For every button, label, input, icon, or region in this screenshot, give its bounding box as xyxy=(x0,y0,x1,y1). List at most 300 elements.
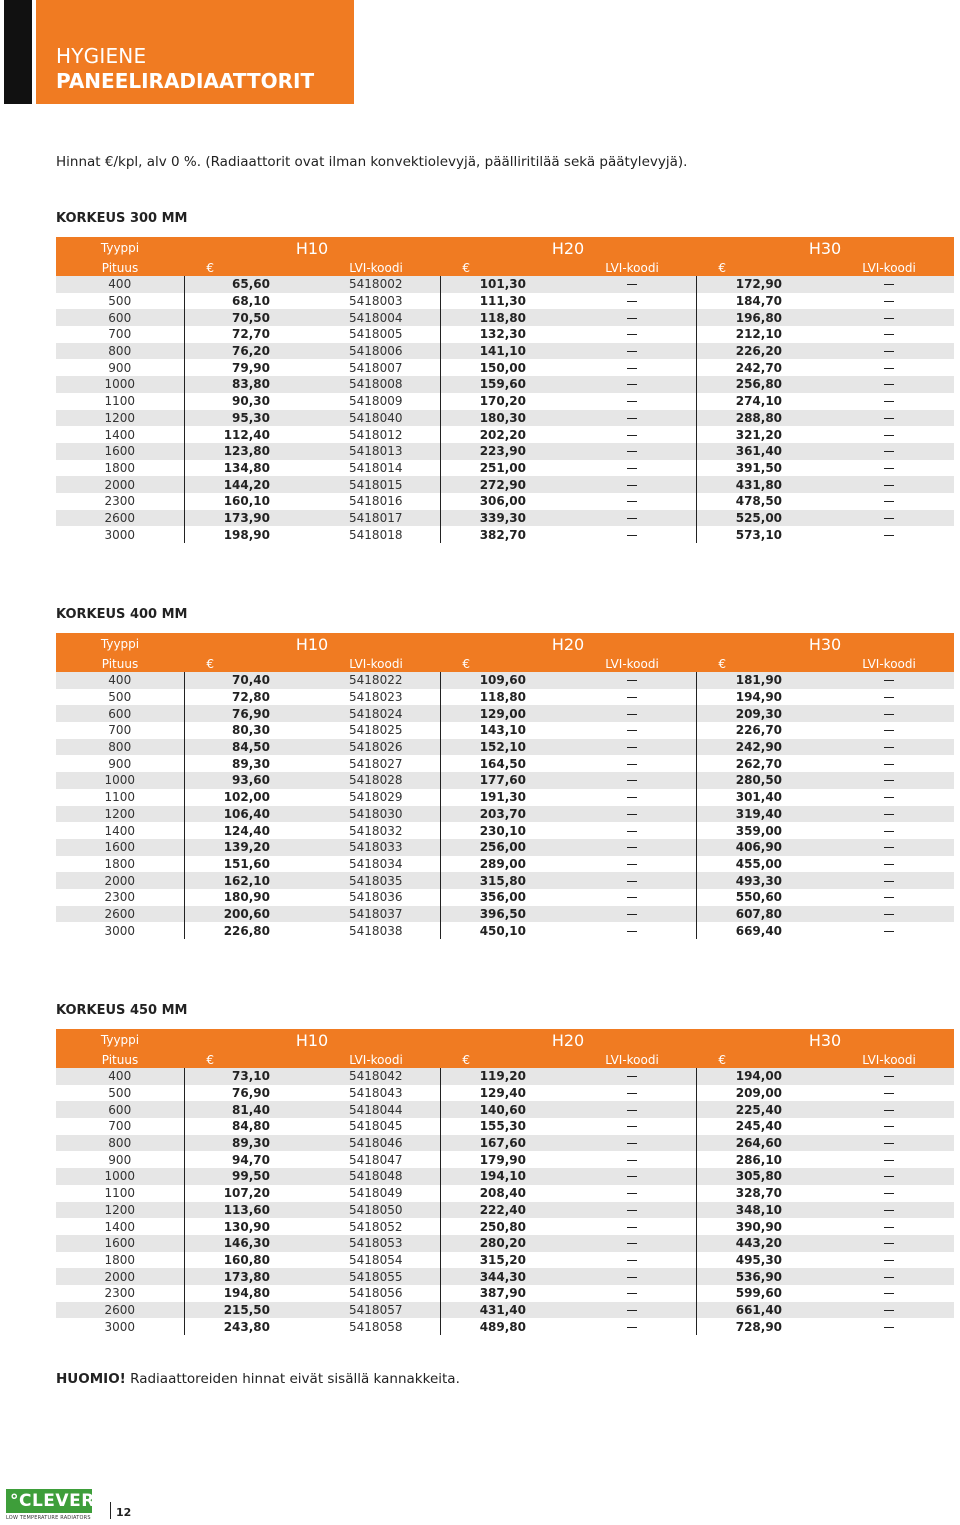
h20-price-cell: 251,00 xyxy=(440,460,568,477)
h30-price-cell: 242,70 xyxy=(696,359,824,376)
group-h30: H30 xyxy=(696,237,954,259)
lvi-code-label: LVI-koodi xyxy=(568,1051,696,1068)
h30-lvi-code-cell xyxy=(824,376,954,393)
table-row xyxy=(56,309,954,326)
h10-price-cell: 113,60 xyxy=(184,1202,312,1219)
h20-lvi-code-cell xyxy=(568,1252,696,1269)
dash-mark xyxy=(627,931,637,932)
h20-lvi-code-cell xyxy=(568,476,696,493)
h10-price-cell: 134,80 xyxy=(184,460,312,477)
dash-mark xyxy=(627,714,637,715)
table-row xyxy=(56,1085,954,1102)
dash-mark xyxy=(627,1160,637,1161)
h20-price-cell: 159,60 xyxy=(440,376,568,393)
dash-mark xyxy=(884,1093,894,1094)
table-row xyxy=(56,443,954,460)
h30-lvi-code-cell xyxy=(824,1302,954,1319)
h10-lvi-code-cell: 5418025 xyxy=(349,723,403,738)
h20-price-cell: 179,90 xyxy=(440,1151,568,1168)
h30-price-cell: 661,40 xyxy=(696,1302,824,1319)
h30-price-cell: 359,00 xyxy=(696,822,824,839)
page-number: 12 xyxy=(116,1506,132,1519)
length-cell: 400 xyxy=(56,1068,184,1085)
lvi-code-label: LVI-koodi xyxy=(568,259,696,276)
group-h10: H10 xyxy=(184,633,440,655)
length-cell: 2600 xyxy=(56,1302,184,1319)
h30-price-cell: 262,70 xyxy=(696,755,824,772)
dash-mark xyxy=(627,1260,637,1261)
h10-price-cell: 106,40 xyxy=(184,806,312,823)
h30-lvi-code-cell xyxy=(824,526,954,543)
type-header-row xyxy=(56,1029,954,1051)
length-cell: 3000 xyxy=(104,923,136,938)
h20-lvi-code-cell xyxy=(568,739,696,756)
euro-label: € xyxy=(696,259,824,276)
h30-price-cell: 599,60 xyxy=(696,1285,824,1302)
h20-lvi-code-cell xyxy=(568,410,696,427)
h10-price-cell: 65,60 xyxy=(184,276,312,293)
group-h20: H20 xyxy=(440,633,696,655)
length-cell: 1200 xyxy=(56,1202,184,1219)
h20-price-cell: 230,10 xyxy=(440,822,568,839)
h20-lvi-code-cell xyxy=(568,493,696,510)
length-cell: 1400 xyxy=(104,823,136,838)
intro-text: Hinnat €/kpl, alv 0 %. (Radiaattorit ovat ilman konvektiolevyjä, päälliritilää sekä päätylevyjä). xyxy=(56,154,688,170)
euro-label: € xyxy=(440,1051,568,1068)
h20-price-cell: 152,10 xyxy=(440,739,568,756)
table-row xyxy=(56,906,954,923)
h10-price-cell: 180,90 xyxy=(184,889,312,906)
h30-price-cell: 321,20 xyxy=(696,426,824,443)
dash-mark xyxy=(627,764,637,765)
length-cell: 700 xyxy=(108,1119,132,1134)
h30-lvi-code-cell xyxy=(824,410,954,427)
length-cell: 1100 xyxy=(104,1186,136,1201)
h30-lvi-code-cell xyxy=(824,1285,954,1302)
table-row xyxy=(56,755,954,772)
dash-mark xyxy=(627,797,637,798)
h10-price-cell: 151,60 xyxy=(184,856,312,873)
table-row xyxy=(56,789,954,806)
h30-lvi-code-cell xyxy=(824,1101,954,1118)
table-row xyxy=(56,1202,954,1219)
h10-lvi-code-cell: 5418009 xyxy=(349,394,403,409)
h20-lvi-code-cell xyxy=(568,1185,696,1202)
h30-lvi-code-cell xyxy=(824,1135,954,1152)
h30-price-cell: 301,40 xyxy=(696,789,824,806)
h20-price-cell: 101,30 xyxy=(440,276,568,293)
h20-price-cell: 450,10 xyxy=(440,922,568,939)
h30-price-cell: 226,70 xyxy=(696,722,824,739)
h10-lvi-code-cell: 5418055 xyxy=(312,1268,440,1285)
h30-lvi-code-cell xyxy=(824,856,954,873)
h20-lvi-code-cell xyxy=(568,359,696,376)
group-h20: H20 xyxy=(440,1029,696,1051)
dash-mark xyxy=(884,501,894,502)
dash-mark xyxy=(627,697,637,698)
h30-price-cell: 493,30 xyxy=(696,872,824,889)
length-cell: 900 xyxy=(108,1152,132,1167)
h30-price-cell: 184,70 xyxy=(696,293,824,310)
h20-price-cell: 344,30 xyxy=(440,1268,568,1285)
h20-lvi-code-cell xyxy=(568,856,696,873)
h10-price-cell: 70,50 xyxy=(184,309,312,326)
dash-mark xyxy=(884,435,894,436)
h10-price-cell: 124,40 xyxy=(184,822,312,839)
dash-mark xyxy=(884,1143,894,1144)
dash-mark xyxy=(884,351,894,352)
h20-lvi-code-cell xyxy=(568,1168,696,1185)
euro-label: € xyxy=(696,1051,824,1068)
h30-price-cell: 280,50 xyxy=(696,772,824,789)
h10-price-cell: 200,60 xyxy=(184,906,312,923)
h20-lvi-code-cell xyxy=(568,705,696,722)
h10-price-cell: 123,80 xyxy=(184,443,312,460)
h30-price-cell: 209,30 xyxy=(696,705,824,722)
h10-lvi-code-cell: 5418002 xyxy=(312,276,440,293)
h10-price-cell: 160,10 xyxy=(184,493,312,510)
length-cell: 400 xyxy=(56,276,184,293)
table-row xyxy=(56,393,954,410)
length-cell: 1200 xyxy=(56,410,184,427)
table-row xyxy=(56,1268,954,1285)
h10-price-cell: 99,50 xyxy=(184,1168,312,1185)
h10-price-cell: 89,30 xyxy=(184,1135,312,1152)
h30-price-cell: 328,70 xyxy=(696,1185,824,1202)
group-h20: H20 xyxy=(440,237,696,259)
h30-price-cell: 264,60 xyxy=(696,1135,824,1152)
h30-price-cell: 536,90 xyxy=(696,1268,824,1285)
table-row xyxy=(56,822,954,839)
h30-lvi-code-cell xyxy=(824,393,954,410)
length-cell: 900 xyxy=(108,756,132,771)
dash-mark xyxy=(884,730,894,731)
length-cell: 1100 xyxy=(104,790,136,805)
h30-price-cell: 391,50 xyxy=(696,460,824,477)
h10-lvi-code-cell: 5418035 xyxy=(312,872,440,889)
dash-mark xyxy=(884,697,894,698)
h10-lvi-code-cell: 5418057 xyxy=(312,1302,440,1319)
type-label: Tyyppi xyxy=(56,633,184,655)
h30-lvi-code-cell xyxy=(824,309,954,326)
h30-lvi-code-cell xyxy=(824,806,954,823)
h10-lvi-code-cell: 5418049 xyxy=(349,1186,403,1201)
h30-price-cell: 406,90 xyxy=(696,839,824,856)
h30-lvi-code-cell xyxy=(824,1168,954,1185)
black-corner-tab xyxy=(4,0,32,104)
dash-mark xyxy=(884,1210,894,1211)
h20-lvi-code-cell xyxy=(568,1218,696,1235)
h30-price-cell: 525,00 xyxy=(696,510,824,527)
table-row xyxy=(56,672,954,689)
dash-mark xyxy=(884,301,894,302)
section-title: KORKEUS 400 MM xyxy=(56,607,188,622)
h30-price-cell: 573,10 xyxy=(696,526,824,543)
h20-lvi-code-cell xyxy=(568,922,696,939)
h10-lvi-code-cell: 5418044 xyxy=(312,1101,440,1118)
h10-lvi-code-cell: 5418013 xyxy=(312,443,440,460)
note xyxy=(56,1371,460,1387)
h10-price-cell: 226,80 xyxy=(184,922,312,939)
h10-price-cell: 173,80 xyxy=(184,1268,312,1285)
h30-lvi-code-cell xyxy=(824,1252,954,1269)
h30-price-cell: 431,80 xyxy=(696,476,824,493)
length-cell: 600 xyxy=(56,309,184,326)
h30-lvi-code-cell xyxy=(824,293,954,310)
table-row xyxy=(56,1135,954,1152)
logo-tagline: LOW TEMPERATURE RADIATORS xyxy=(6,1515,91,1521)
h20-price-cell: 489,80 xyxy=(440,1318,568,1335)
h30-price-cell: 669,40 xyxy=(696,922,824,939)
dash-mark xyxy=(884,680,894,681)
length-cell: 800 xyxy=(56,1135,184,1152)
dash-mark xyxy=(884,318,894,319)
h30-price-cell: 286,10 xyxy=(696,1151,824,1168)
h30-price-cell: 607,80 xyxy=(696,906,824,923)
h20-price-cell: 382,70 xyxy=(440,526,568,543)
h10-price-cell: 72,80 xyxy=(184,689,312,706)
h30-price-cell: 550,60 xyxy=(696,889,824,906)
dash-mark xyxy=(884,831,894,832)
h20-price-cell: 167,60 xyxy=(440,1135,568,1152)
length-cell: 1800 xyxy=(104,1252,136,1267)
dash-mark xyxy=(627,864,637,865)
length-cell: 800 xyxy=(56,739,184,756)
h20-lvi-code-cell xyxy=(568,839,696,856)
h20-lvi-code-cell xyxy=(568,443,696,460)
dash-mark xyxy=(627,401,637,402)
h10-lvi-code-cell: 5418026 xyxy=(312,739,440,756)
h20-price-cell: 129,00 xyxy=(440,705,568,722)
h30-price-cell: 390,90 xyxy=(696,1218,824,1235)
dash-mark xyxy=(627,284,637,285)
dash-mark xyxy=(627,1176,637,1177)
lvi-code-label: LVI-koodi xyxy=(312,259,440,276)
dash-mark xyxy=(884,1227,894,1228)
h30-lvi-code-cell xyxy=(824,872,954,889)
dash-mark xyxy=(884,401,894,402)
h20-lvi-code-cell xyxy=(568,755,696,772)
lvi-code-label: LVI-koodi xyxy=(312,655,440,672)
table-row xyxy=(56,1168,954,1185)
dash-mark xyxy=(627,780,637,781)
h10-price-cell: 84,50 xyxy=(184,739,312,756)
dash-mark xyxy=(884,914,894,915)
h10-lvi-code-cell: 5418048 xyxy=(312,1168,440,1185)
h30-price-cell: 256,80 xyxy=(696,376,824,393)
dash-mark xyxy=(884,468,894,469)
h10-lvi-code-cell: 5418040 xyxy=(312,410,440,427)
h20-lvi-code-cell xyxy=(568,806,696,823)
header-title: PANEELIRADIAATTORIT xyxy=(56,69,315,93)
length-cell: 2300 xyxy=(104,494,136,509)
dash-mark xyxy=(884,1126,894,1127)
dash-mark xyxy=(884,814,894,815)
h10-price-cell: 215,50 xyxy=(184,1302,312,1319)
table-row xyxy=(56,1068,954,1085)
dash-mark xyxy=(884,1293,894,1294)
h20-price-cell: 203,70 xyxy=(440,806,568,823)
lvi-code-label: LVI-koodi xyxy=(824,1051,954,1068)
h20-lvi-code-cell xyxy=(568,672,696,689)
table-row xyxy=(56,510,954,527)
h20-lvi-code-cell xyxy=(568,526,696,543)
h10-price-cell: 130,90 xyxy=(184,1218,312,1235)
length-label: Pituus xyxy=(56,259,184,276)
length-cell: 900 xyxy=(108,360,132,375)
table-row xyxy=(56,722,954,739)
h30-lvi-code-cell xyxy=(824,839,954,856)
h20-lvi-code-cell xyxy=(568,426,696,443)
h10-price-cell: 144,20 xyxy=(184,476,312,493)
table-row xyxy=(56,839,954,856)
dash-mark xyxy=(627,847,637,848)
h10-price-cell: 73,10 xyxy=(184,1068,312,1085)
table-row xyxy=(56,476,954,493)
h30-price-cell: 212,10 xyxy=(696,326,824,343)
h10-lvi-code-cell: 5418042 xyxy=(312,1068,440,1085)
dash-mark xyxy=(884,384,894,385)
dash-mark xyxy=(627,747,637,748)
group-h30: H30 xyxy=(696,633,954,655)
h10-price-cell: 93,60 xyxy=(184,772,312,789)
h20-price-cell: 250,80 xyxy=(440,1218,568,1235)
h10-price-cell: 90,30 xyxy=(184,393,312,410)
dash-mark xyxy=(627,468,637,469)
length-cell: 2600 xyxy=(56,510,184,527)
type-label: Tyyppi xyxy=(56,237,184,259)
h30-lvi-code-cell xyxy=(824,922,954,939)
euro-label: € xyxy=(184,655,312,672)
h10-lvi-code-cell: 5418007 xyxy=(349,360,403,375)
h20-lvi-code-cell xyxy=(568,1285,696,1302)
h10-price-cell: 80,30 xyxy=(184,722,312,739)
h10-lvi-code-cell: 5418004 xyxy=(312,309,440,326)
h20-price-cell: 132,30 xyxy=(440,326,568,343)
euro-label: € xyxy=(184,1051,312,1068)
dash-mark xyxy=(627,1143,637,1144)
euro-label: € xyxy=(184,259,312,276)
dash-mark xyxy=(627,1227,637,1228)
h30-price-cell: 274,10 xyxy=(696,393,824,410)
h20-lvi-code-cell xyxy=(568,510,696,527)
dash-mark xyxy=(884,334,894,335)
h20-lvi-code-cell xyxy=(568,1302,696,1319)
h20-lvi-code-cell xyxy=(568,1268,696,1285)
table-row xyxy=(56,276,954,293)
h30-lvi-code-cell xyxy=(824,1185,954,1202)
table-row xyxy=(56,922,954,939)
table-row xyxy=(56,739,954,756)
h10-lvi-code-cell: 5418037 xyxy=(312,906,440,923)
column-header-row xyxy=(56,655,954,672)
h20-lvi-code-cell xyxy=(568,343,696,360)
h10-price-cell: 95,30 xyxy=(184,410,312,427)
price-table xyxy=(56,633,954,939)
h10-price-cell: 146,30 xyxy=(184,1235,312,1252)
table-row xyxy=(56,689,954,706)
h30-price-cell: 209,00 xyxy=(696,1085,824,1102)
group-h10: H10 xyxy=(184,1029,440,1051)
dash-mark xyxy=(627,897,637,898)
dash-mark xyxy=(627,1126,637,1127)
dash-mark xyxy=(627,451,637,452)
dash-mark xyxy=(627,435,637,436)
h30-price-cell: 478,50 xyxy=(696,493,824,510)
length-cell: 600 xyxy=(56,1101,184,1118)
type-header-row xyxy=(56,633,954,655)
h30-price-cell: 196,80 xyxy=(696,309,824,326)
h10-lvi-code-cell: 5418046 xyxy=(312,1135,440,1152)
h20-price-cell: 202,20 xyxy=(440,426,568,443)
h20-price-cell: 387,90 xyxy=(440,1285,568,1302)
h30-price-cell: 443,20 xyxy=(696,1235,824,1252)
h30-lvi-code-cell xyxy=(824,672,954,689)
h30-price-cell: 348,10 xyxy=(696,1202,824,1219)
length-cell: 700 xyxy=(108,723,132,738)
h10-lvi-code-cell: 5418028 xyxy=(312,772,440,789)
dash-mark xyxy=(884,418,894,419)
table-row xyxy=(56,1101,954,1118)
euro-label: € xyxy=(696,655,824,672)
section-title: KORKEUS 450 MM xyxy=(56,1003,188,1018)
group-h10: H10 xyxy=(184,237,440,259)
h30-lvi-code-cell xyxy=(824,326,954,343)
dash-mark xyxy=(627,914,637,915)
h30-lvi-code-cell xyxy=(824,493,954,510)
length-cell: 2000 xyxy=(56,872,184,889)
table-row xyxy=(56,343,954,360)
table-row xyxy=(56,705,954,722)
lvi-code-label: LVI-koodi xyxy=(824,655,954,672)
h10-price-cell: 102,00 xyxy=(184,789,312,806)
h20-price-cell: 222,40 xyxy=(440,1202,568,1219)
h10-price-cell: 139,20 xyxy=(184,839,312,856)
length-cell: 1000 xyxy=(56,376,184,393)
lvi-code-label: LVI-koodi xyxy=(568,655,696,672)
h20-price-cell: 306,00 xyxy=(440,493,568,510)
h30-lvi-code-cell xyxy=(824,689,954,706)
h20-price-cell: 119,20 xyxy=(440,1068,568,1085)
header-category: HYGIENE xyxy=(56,44,147,68)
h30-price-cell: 181,90 xyxy=(696,672,824,689)
h20-lvi-code-cell xyxy=(568,1085,696,1102)
h10-lvi-code-cell: 5418058 xyxy=(349,1319,403,1334)
h20-price-cell: 223,90 xyxy=(440,443,568,460)
length-cell: 1600 xyxy=(56,1235,184,1252)
h10-price-cell: 94,70 xyxy=(184,1151,312,1168)
h30-lvi-code-cell xyxy=(824,1068,954,1085)
dash-mark xyxy=(884,864,894,865)
h10-lvi-code-cell: 5418034 xyxy=(349,856,403,871)
table-row xyxy=(56,1118,954,1135)
dash-mark xyxy=(884,780,894,781)
h30-price-cell: 319,40 xyxy=(696,806,824,823)
dash-mark xyxy=(627,485,637,486)
dash-mark xyxy=(884,368,894,369)
h20-lvi-code-cell xyxy=(568,1202,696,1219)
h30-lvi-code-cell xyxy=(824,889,954,906)
h10-lvi-code-cell: 5418018 xyxy=(349,527,403,542)
h10-lvi-code-cell: 5418014 xyxy=(349,460,403,475)
h30-price-cell: 225,40 xyxy=(696,1101,824,1118)
h30-lvi-code-cell xyxy=(824,1202,954,1219)
header-band xyxy=(36,0,354,104)
logo-mark: °CLEVER xyxy=(6,1489,92,1513)
h10-lvi-code-cell: 5418038 xyxy=(349,923,403,938)
h20-price-cell: 289,00 xyxy=(440,856,568,873)
h10-price-cell: 112,40 xyxy=(184,426,312,443)
